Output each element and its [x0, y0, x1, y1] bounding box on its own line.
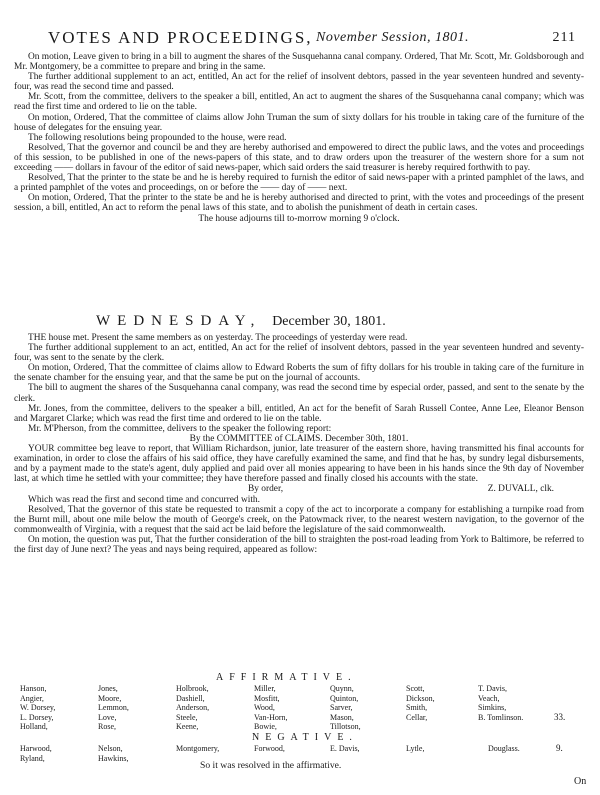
committee-heading: By the COMMITTEE of CLAIMS. December 30th, 1801. — [189, 433, 409, 444]
voter-name: E. Davis, — [330, 744, 360, 753]
paragraph: Mr. Jones, from the committee, delivers to the speaker a bill, entitled, An act for the benefit of Sarah Russell Contee, Anne Lee, Eleanor Benson and Margaret Clarke; which was read the first time and ordered to lie on the table. — [14, 403, 584, 424]
negative-column — [406, 744, 424, 754]
voter-name: Moore, — [98, 693, 122, 703]
voter-name: Hanson, — [20, 684, 47, 693]
negative-count: 9. — [556, 743, 563, 753]
paragraph: On motion, Ordered, That the committee of claims allow to Edward Roberts the sum of fifty dollars for his trouble in taking care of the furniture in the senate chamber for the ensuing year, and that the same be put on the journal of accounts. — [14, 363, 584, 384]
voter-name: Quinton, — [330, 693, 359, 703]
proceedings-section-2 — [14, 333, 584, 555]
voter-name: Montgomery, — [176, 744, 220, 753]
paragraph: The further additional supplement to an act, entitled, An act for the relief of insolvent debtors, passed in the year seventeen hundred and seventy-four, was sent to the senate by the clerk. — [14, 343, 584, 364]
by-order: By order, — [248, 484, 284, 495]
affirmative-column — [406, 684, 435, 722]
affirmative-count: 33. — [554, 712, 566, 722]
proceedings-section-1 — [14, 52, 584, 224]
voter-name: W. Dorsey, — [20, 703, 56, 713]
paragraph: Mr. M'Pherson, from the committee, delivers to the speaker the following report: — [28, 423, 332, 434]
paragraph: On motion, Ordered, That the printer to the state be and he is hereby authorised and directed to print, with the votes and proceedings of the present session, a bill, entitled, An act to reform the penal laws of this state, and to abolish the punishment of death in certain cases. — [14, 193, 584, 214]
paragraph: Resolved, That the governor and council be and they are hereby authorised and empowered to direct the public laws, and the votes and proceedings of this session, to be published in one of the news-papers of this state, and to draw orders upon the treasurer of the western shore for a sum not exceeding —— dollars in favour of the editor of said news-paper, which said orders the said treasurer is hereby required forthwith to pay. — [14, 142, 584, 174]
paragraph: On motion, Ordered, That the committee of claims allow John Truman the sum of sixty dollars for his trouble in taking care of the furniture of the house of delegates for the ensuing year. — [14, 112, 584, 133]
catchword: On — [574, 776, 587, 787]
paragraph: The bill to augment the shares of the Susquehanna canal company, was read the second time by especial order, passed, and sent to the senate by the clerk. — [14, 383, 584, 404]
negative-column — [98, 744, 128, 763]
affirmative-heading: AFFIRMATIVE. — [216, 672, 357, 683]
affirmative-column — [176, 684, 209, 732]
voter-name: Veach, — [478, 693, 500, 703]
negative-column — [254, 744, 285, 754]
committee-report: YOUR committee beg leave to report, that William Richardson, junior, late treasurer of the eastern shore, having transmitted his final accounts for examination, in order to close the affairs of his said office, they have carefully examined the same, and find that he has, by sundry legal disbursements, and by a payment made to the state's agent, duly applied and paid over all monies appearing to have been in his hands since the 9th day of November last, at which time he settled with your committee; they have therefore passed and finally closed his accounts with the state. — [14, 444, 584, 485]
page-header — [48, 28, 576, 50]
affirmative-column — [98, 684, 129, 732]
voter-name: Wood, — [254, 703, 275, 713]
voter-name: Hawkins, — [98, 753, 129, 763]
voter-name: Keene, — [176, 722, 199, 732]
voter-name: Tillotson, — [330, 722, 361, 732]
paragraph: The following resolutions being propounded to the house, were read. — [28, 132, 287, 143]
voter-name: Quynn, — [330, 684, 354, 693]
voter-name: Simkins, — [478, 703, 507, 713]
affirmative-column — [330, 684, 361, 732]
negative-column — [330, 744, 360, 754]
voter-name: Mosfitt, — [254, 693, 280, 703]
paragraph: Resolved, That the printer to the state be and he is hereby required to furnish the editor of said news-paper with a printed pamphlet of the laws, and a printed pamphlet of the votes and proceedings, on or before the —— day of —— next. — [14, 173, 584, 194]
voter-name: Douglass. — [488, 744, 520, 753]
voter-name: Bowie, — [254, 722, 277, 732]
day-heading — [96, 313, 386, 330]
resolution-result: So it was resolved in the affirmative. — [200, 760, 342, 771]
paragraph: On motion, the question was put, That the further consideration of the bill to straighten the post-road leading from York to Baltimore, be referred to the first day of June next? The yeas and nays being required, appeared as follow: — [14, 534, 584, 555]
voter-name: Van-Horn, — [254, 712, 288, 722]
voter-name: T. Davis, — [478, 684, 507, 693]
voter-name: L. Dorsey, — [20, 712, 54, 722]
day-date: December 30, 1801. — [272, 314, 386, 329]
voter-name: Anderson, — [176, 703, 210, 713]
negative-column — [488, 744, 520, 754]
voter-name: Holland, — [20, 722, 48, 732]
voter-name: Mason, — [330, 712, 354, 722]
clerk-name: Z. DUVALL, clk. — [487, 484, 554, 495]
affirmative-column — [478, 684, 523, 722]
voter-name: Steele, — [176, 712, 198, 722]
voter-name: Nelson, — [98, 744, 123, 753]
adjournment-line: The house adjourns till to-morrow morning 9 o'clock. — [198, 213, 400, 224]
paragraph: Which was read the first and second time and concurred with. — [28, 494, 260, 505]
voter-name: Scott, — [406, 684, 425, 693]
running-title: VOTES AND PROCEEDINGS, — [48, 28, 313, 47]
voter-name: Miller, — [254, 684, 276, 693]
voter-name: Sarver, — [330, 703, 353, 713]
voter-name: Holbrook, — [176, 684, 209, 693]
negative-column — [20, 744, 52, 763]
affirmative-column — [20, 684, 55, 732]
page-number: 211 — [552, 30, 576, 45]
voter-name: Lytle, — [406, 744, 425, 753]
paragraph: Resolved, That the governor of this state be requested to transmit a copy of the act to incorporate a company for establishing a turnpike road from the Burnt mill, about one mile below the mouth of George's creek, on the Patowmack river, to the nearest western navigation, to the governor of the commonwealth of Virginia, with a request that the said act be laid before the legislature of the said commonwealth. — [14, 504, 584, 535]
paragraph: THE house met. Present the same members as on yesterday. The proceedings of yesterday were read. — [28, 333, 408, 343]
voter-name: Dickson, — [406, 693, 435, 703]
voter-name: Angier, — [20, 693, 44, 703]
paragraph: On motion, Leave given to bring in a bill to augment the shares of the Susquehanna canal company. Ordered, That Mr. Scott, Mr. Goldsborough and Mr. Montgomery, be a committee to prepare and bring in the same. — [14, 52, 584, 73]
voter-name: Dashiell, — [176, 693, 205, 703]
signature-line — [14, 484, 584, 494]
negative-heading: NEGATIVE. — [252, 732, 358, 743]
paragraph: The further additional supplement to an act, entitled, An act for the relief of insolvent debtors, passed in the year seventeen hundred and seventy-four, was read the second time and passed. — [14, 72, 584, 93]
voter-name: Forwood, — [254, 744, 285, 753]
voter-name: Cellar, — [406, 712, 428, 722]
voter-name: Harwood, — [20, 744, 52, 753]
voter-name: Rose, — [98, 722, 116, 732]
session-label: November Session, 1801. — [316, 30, 470, 45]
negative-column — [176, 744, 219, 754]
voter-name: Jones, — [98, 684, 118, 693]
voter-name: B. Tomlinson. — [478, 712, 524, 722]
voter-name: Lemmon, — [98, 703, 129, 713]
voter-name: Love, — [98, 712, 117, 722]
voter-name: Ryland, — [20, 753, 45, 763]
voter-name: Smith, — [406, 703, 428, 713]
day-name: WEDNESDAY, — [96, 313, 262, 329]
affirmative-column — [254, 684, 288, 732]
paragraph: Mr. Scott, from the committee, delivers to the speaker a bill, entitled, An act to augment the shares of the Susquehanna canal company; which was read the first time and ordered to lie on the table. — [14, 92, 584, 113]
